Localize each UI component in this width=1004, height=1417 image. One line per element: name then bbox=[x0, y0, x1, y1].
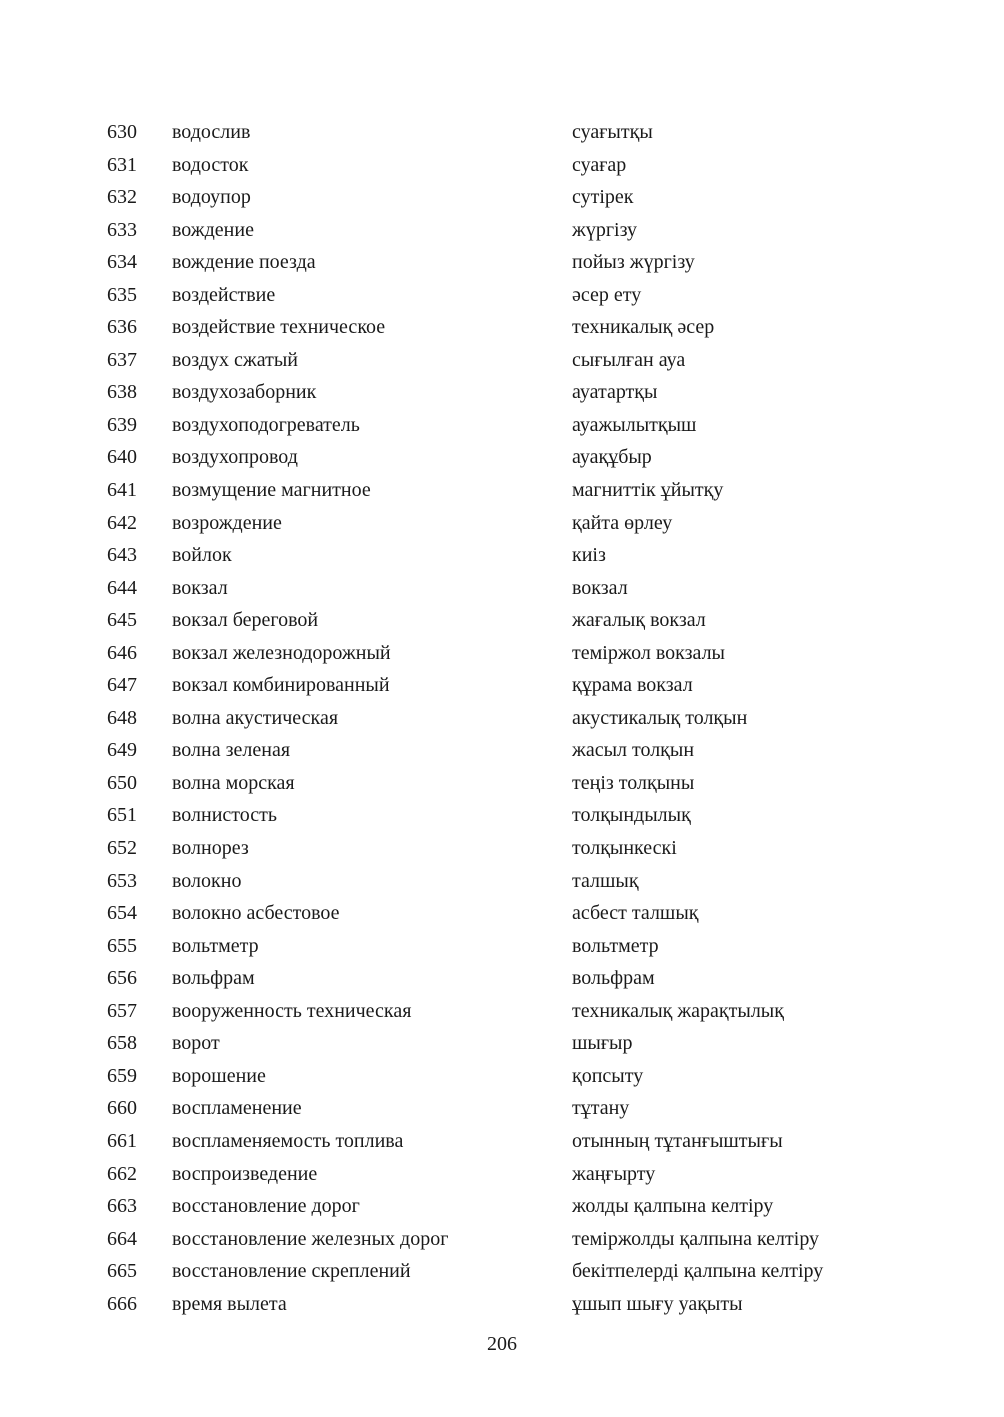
russian-term: восстановление железных дорог bbox=[172, 1227, 449, 1250]
kazakh-term: ауақұбыр bbox=[572, 446, 652, 469]
russian-term: волокно bbox=[172, 869, 242, 892]
russian-term: волокно асбестовое bbox=[172, 902, 340, 925]
russian-term: воздействие техническое bbox=[172, 316, 386, 339]
russian-term: время вылета bbox=[172, 1292, 287, 1315]
entry-number: 640 bbox=[107, 446, 137, 469]
glossary-row bbox=[0, 962, 1004, 995]
glossary-row bbox=[0, 181, 1004, 214]
glossary-table bbox=[0, 116, 1004, 1320]
glossary-row bbox=[0, 1288, 1004, 1321]
kazakh-term: отынның тұтанғыштығы bbox=[572, 1129, 783, 1152]
kazakh-term: сығылған ауа bbox=[572, 348, 686, 371]
russian-term: волна акустическая bbox=[172, 706, 339, 729]
entry-number: 636 bbox=[107, 316, 137, 339]
entry-number: 642 bbox=[107, 511, 137, 534]
glossary-row bbox=[0, 604, 1004, 637]
russian-term: водослив bbox=[172, 121, 251, 143]
entry-number: 631 bbox=[107, 153, 137, 176]
kazakh-term: вольтметр bbox=[572, 934, 659, 957]
entry-number: 646 bbox=[107, 641, 137, 664]
russian-term: вокзал комбинированный bbox=[172, 674, 390, 697]
kazakh-term: сутірек bbox=[572, 186, 634, 209]
glossary-row bbox=[0, 572, 1004, 605]
glossary-row bbox=[0, 1125, 1004, 1158]
entry-number: 647 bbox=[107, 674, 137, 697]
russian-term: воспламенение bbox=[172, 1097, 302, 1120]
entry-number: 633 bbox=[107, 218, 137, 241]
kazakh-term: ауатартқы bbox=[572, 381, 658, 404]
entry-number: 653 bbox=[107, 869, 137, 892]
glossary-row bbox=[0, 116, 1004, 149]
kazakh-term: толқынкескі bbox=[572, 837, 677, 860]
kazakh-term: вокзал bbox=[572, 576, 628, 599]
glossary-row bbox=[0, 1060, 1004, 1093]
entry-number: 650 bbox=[107, 771, 137, 794]
russian-term: воздухозаборник bbox=[172, 381, 317, 404]
russian-term: воздух сжатый bbox=[172, 348, 298, 371]
russian-term: воздухоподогреватель bbox=[172, 413, 360, 436]
page-number: 206 bbox=[487, 1333, 517, 1355]
entry-number: 635 bbox=[107, 283, 137, 306]
russian-term: ворот bbox=[172, 1032, 220, 1055]
kazakh-term: бекітпелерді қалпына келтіру bbox=[572, 1260, 824, 1283]
glossary-row bbox=[0, 507, 1004, 540]
russian-term: волна морская bbox=[172, 771, 295, 794]
entry-number: 634 bbox=[107, 251, 137, 274]
glossary-row bbox=[0, 1092, 1004, 1125]
glossary-row bbox=[0, 1158, 1004, 1191]
kazakh-term: әсер ету bbox=[572, 283, 642, 306]
kazakh-term: жолды қалпына келтіру bbox=[572, 1195, 774, 1218]
russian-term: вождение bbox=[172, 218, 254, 241]
glossary-row bbox=[0, 897, 1004, 930]
kazakh-term: жүргізу bbox=[572, 218, 638, 241]
entry-number: 638 bbox=[107, 381, 137, 404]
glossary-row bbox=[0, 311, 1004, 344]
glossary-row bbox=[0, 376, 1004, 409]
kazakh-term: тұтану bbox=[572, 1097, 630, 1120]
glossary-row bbox=[0, 246, 1004, 279]
glossary-row bbox=[0, 767, 1004, 800]
russian-term: волна зеленая bbox=[172, 739, 291, 762]
glossary-row bbox=[0, 539, 1004, 572]
glossary-row bbox=[0, 637, 1004, 670]
glossary-row bbox=[0, 1255, 1004, 1288]
entry-number: 663 bbox=[107, 1195, 137, 1218]
russian-term: воспроизведение bbox=[172, 1162, 318, 1185]
kazakh-term: пойыз жүргізу bbox=[572, 251, 695, 274]
russian-term: ворошение bbox=[172, 1064, 266, 1087]
entry-number: 649 bbox=[107, 739, 137, 762]
entry-number: 632 bbox=[107, 186, 137, 209]
russian-term: водоупор bbox=[172, 186, 251, 209]
russian-term: вокзал bbox=[172, 576, 228, 599]
kazakh-term: жағалық вокзал bbox=[572, 609, 706, 632]
kazakh-term: шығыр bbox=[572, 1032, 633, 1055]
glossary-row bbox=[0, 474, 1004, 507]
glossary-row bbox=[0, 930, 1004, 963]
russian-term: воздухопровод bbox=[172, 446, 298, 469]
russian-term: вооруженность техническая bbox=[172, 999, 412, 1022]
entry-number: 658 bbox=[107, 1032, 137, 1055]
kazakh-term: теңіз толқыны bbox=[572, 771, 695, 794]
entry-number: 652 bbox=[107, 837, 137, 860]
glossary-row bbox=[0, 279, 1004, 312]
kazakh-term: жаңғырту bbox=[572, 1162, 656, 1185]
russian-term: волнистость bbox=[172, 804, 278, 827]
glossary-row bbox=[0, 409, 1004, 442]
kazakh-term: суағытқы bbox=[572, 121, 653, 143]
entry-number: 662 bbox=[107, 1162, 137, 1185]
glossary-row bbox=[0, 344, 1004, 377]
kazakh-term: техникалық әсер bbox=[572, 316, 715, 339]
glossary-row bbox=[0, 799, 1004, 832]
kazakh-term: асбест талшық bbox=[572, 902, 699, 925]
entry-number: 645 bbox=[107, 609, 137, 632]
kazakh-term: ұшып шығу уақыты bbox=[572, 1292, 743, 1315]
kazakh-term: киіз bbox=[572, 544, 606, 567]
entry-number: 637 bbox=[107, 348, 137, 371]
glossary-row bbox=[0, 865, 1004, 898]
russian-term: вождение поезда bbox=[172, 251, 316, 274]
entry-number: 666 bbox=[107, 1292, 137, 1315]
glossary-row bbox=[0, 441, 1004, 474]
entry-number: 639 bbox=[107, 413, 137, 436]
russian-term: вокзал железнодорожный bbox=[172, 641, 391, 664]
entry-number: 660 bbox=[107, 1097, 137, 1120]
russian-term: вольфрам bbox=[172, 967, 255, 990]
kazakh-term: теміржолды қалпына келтіру bbox=[572, 1227, 820, 1250]
glossary-row bbox=[0, 702, 1004, 735]
kazakh-term: вольфрам bbox=[572, 967, 655, 990]
entry-number: 643 bbox=[107, 544, 137, 567]
entry-number: 630 bbox=[107, 121, 137, 143]
entry-number: 659 bbox=[107, 1064, 137, 1087]
russian-term: вольтметр bbox=[172, 934, 259, 957]
entry-number: 657 bbox=[107, 999, 137, 1022]
russian-term: воздействие bbox=[172, 283, 276, 306]
entry-number: 651 bbox=[107, 804, 137, 827]
kazakh-term: құрама вокзал bbox=[572, 674, 693, 697]
kazakh-term: акустикалық толқын bbox=[572, 706, 748, 729]
entry-number: 648 bbox=[107, 706, 137, 729]
glossary-row bbox=[0, 149, 1004, 182]
entry-number: 664 bbox=[107, 1227, 137, 1250]
russian-term: волнорез bbox=[172, 837, 249, 860]
entry-number: 656 bbox=[107, 967, 137, 990]
russian-term: возрождение bbox=[172, 511, 282, 534]
entry-number: 665 bbox=[107, 1260, 137, 1283]
glossary-row bbox=[0, 832, 1004, 865]
glossary-row bbox=[0, 669, 1004, 702]
russian-term: водосток bbox=[172, 153, 249, 176]
glossary-row bbox=[0, 214, 1004, 247]
glossary-row bbox=[0, 1027, 1004, 1060]
glossary-row bbox=[0, 1223, 1004, 1256]
kazakh-term: жасыл толқын bbox=[572, 739, 695, 762]
russian-term: восстановление скреплений bbox=[172, 1260, 411, 1283]
kazakh-term: теміржол вокзалы bbox=[572, 641, 725, 664]
kazakh-term: магниттік ұйытқу bbox=[572, 479, 724, 502]
kazakh-term: қайта өрлеу bbox=[572, 511, 673, 534]
entry-number: 655 bbox=[107, 934, 137, 957]
kazakh-term: суағар bbox=[572, 153, 627, 176]
glossary-row bbox=[0, 995, 1004, 1028]
kazakh-term: қопсыту bbox=[572, 1064, 644, 1087]
kazakh-term: толқындылық bbox=[572, 804, 691, 827]
entry-number: 644 bbox=[107, 576, 137, 599]
entry-number: 641 bbox=[107, 479, 137, 502]
glossary-row bbox=[0, 1190, 1004, 1223]
russian-term: вокзал береговой bbox=[172, 609, 319, 632]
russian-term: войлок bbox=[172, 544, 232, 567]
russian-term: восстановление дорог bbox=[172, 1195, 360, 1218]
entry-number: 661 bbox=[107, 1129, 137, 1152]
kazakh-term: талшық bbox=[572, 869, 639, 892]
entry-number: 654 bbox=[107, 902, 137, 925]
russian-term: возмущение магнитное bbox=[172, 479, 371, 502]
kazakh-term: техникалық жарақтылық bbox=[572, 999, 784, 1022]
russian-term: воспламеняемость топлива bbox=[172, 1129, 404, 1152]
glossary-row bbox=[0, 734, 1004, 767]
kazakh-term: ауажылытқыш bbox=[572, 413, 697, 436]
